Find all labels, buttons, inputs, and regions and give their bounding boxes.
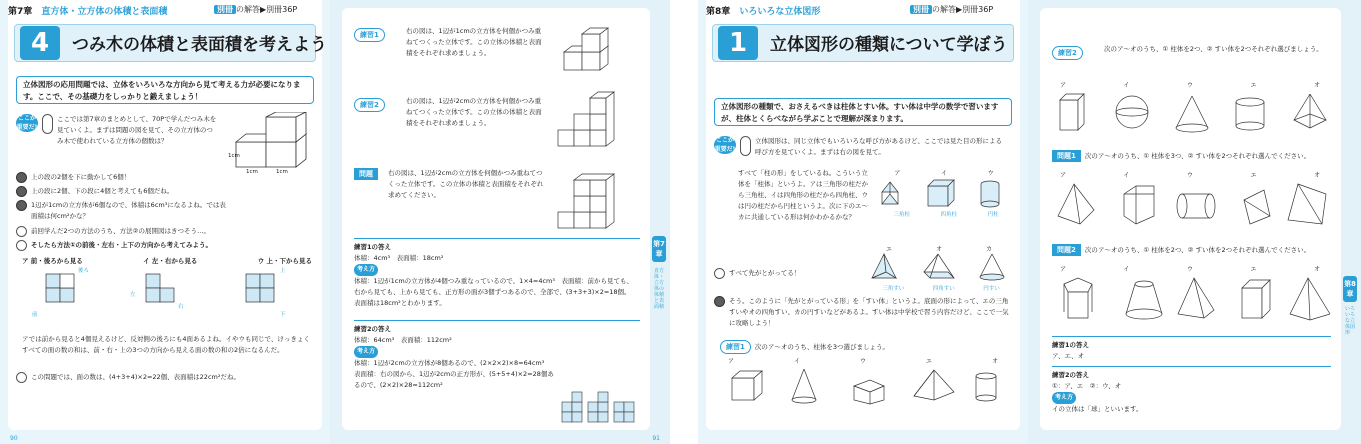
prism-label-i: イ [940,170,947,177]
spread-gap [670,0,698,444]
page-91 [330,0,670,444]
prism-name-cylinder: 円柱 [987,212,999,218]
drill-1-head [720,340,889,354]
final-text: この問題では、面の数は、(4+3+4)×2=22個、表面積は22cm²だね。 [31,373,240,381]
sublabel-top: 上 [280,268,286,274]
pyramid-name-square: 四角すい [932,286,955,292]
sublabel-bottom: 下 [280,312,286,318]
drill-2-figure [552,88,632,152]
sublabel-right: 右 [178,304,184,310]
intro-box: 立体図形の種類で、おさえるべきは柱体とすい体。すい体は中学の数学で習いますが、柱体とくらべながら学ぶことで理解が深まります。 [714,98,1012,126]
sublabel-left: 左 [130,292,136,298]
chapter-number: 第8章 [706,7,731,17]
lesson-title: 立体図形の種類について学ぼう [770,35,1008,55]
answers-tag: 別冊 [910,5,932,14]
chapter-number: 第7章 [8,7,33,17]
prism-names [878,210,1014,218]
divider [354,320,640,321]
problem-1-label-a: ア [1060,172,1067,179]
view-label-side: イ 左・右から見る [143,257,198,265]
prism-name-triangular: 三角柱 [893,212,910,218]
dialog-4 [16,226,316,237]
problem-2-label-a: ア [1060,266,1067,273]
view-label-front: ア 前・後ろから見る [22,257,83,265]
answer-1-heading: 練習1の答え [1052,341,1090,349]
drill-1-label-e: エ [925,358,932,365]
lead-row [714,136,1014,158]
drill-1-head [354,28,385,42]
answers-link[interactable] [910,4,993,15]
drill-1-text: 右の図は、1辺が1cmの立方体を何個かつみ重ねてつくった立体です。この立体の体積と表面積をそれぞれ求めましょう。 [406,27,542,57]
answers-tag: 別冊 [214,5,236,14]
drill-2-head [1052,46,1083,60]
problem-text: 右の図は、1辺が2cmの立方体を何個かつみ重ねてつくった立体です。この立体の体積と表面積をそれぞれ求めてください。 [388,169,544,199]
drill-2-label-o: オ [1313,82,1320,89]
answer-2-value: ①：ア、エ ②：ウ、オ [1052,382,1122,390]
answer-1-heading: 練習1の答え [354,243,392,251]
answer-1 [354,242,634,309]
answers-link-text: の解答▶別冊36P [932,5,994,14]
drill-1-text: 次のア〜オのうち、柱体を3つ選びましょう。 [754,342,890,351]
student-face-icon [714,268,725,279]
answer-2-explanation: イの立体は「球」といいます。 [1052,405,1143,413]
answer-2 [354,324,554,391]
problem-head [354,168,378,180]
lesson-title: つみ木の体積と表面積を考えよう [72,35,327,55]
dialog-text: すべて先がとがってる！ [729,269,801,277]
drill-1-label-u: ウ [859,358,866,365]
divider [1052,336,1331,337]
lead-text: 立体図形は、同じ立体でもいろいろな呼び方があるけど、ここでは見た目の形による呼び方を見ていくよ。まずは右の図を見て。 [755,137,1002,156]
drill-2-badge: 練習2 [1052,46,1083,60]
dialog-text: 上の段に2個、下の段に4個と考えても6個だね。 [31,187,174,195]
drill-1-labels [728,356,998,365]
problem-1-labels [1060,170,1320,179]
problem-2-shapes [1054,274,1330,324]
pyramid-names [868,284,1014,292]
problem-1-badge: 問題1 [1052,150,1081,162]
page-90 [0,0,330,444]
dialog-text: 前回学んだ2つの方法のうち、方法②の展開図はきつそう…。 [31,227,210,235]
problem-2-label-o: オ [1313,266,1320,273]
answer-2-heading: 練習2の答え [354,325,392,333]
cube-label-2: 1cm [246,169,258,174]
summary-text: アでは前から見ると4個見えるけど、反対側の後ろにも4面あるよね。イやウも同じで、けっきょくすべての面の数の和は、前・右・上の3つの方向から見える面の数の和の2倍になるんだ。 [22,335,310,354]
cube-label-1: 1cm [228,153,240,159]
answer-1-value: ア、エ、オ [1052,352,1085,360]
teacher-avatar-icon [740,136,751,156]
answer-2-value: 体積：64cm³ 表面積：112cm² [354,336,452,344]
prism-label-a: ア [894,170,901,177]
problem-1-head [1052,150,1310,162]
dialog-3 [16,200,316,222]
dialog-2 [714,296,1014,329]
important-callout: ここが重要だ! [714,137,736,153]
teacher-avatar-icon [42,114,53,134]
drill-2-shapes [1054,90,1330,134]
problem-2-label-e: エ [1250,266,1257,273]
drill-1-label-o: オ [991,358,998,365]
problem-1-label-i: イ [1123,172,1130,179]
pyramid-label-e: エ [885,246,892,253]
cube-label-3: 1cm [276,169,288,174]
prisms-figure [878,176,1014,210]
problem-1-label-e: エ [1250,172,1257,179]
pyramid-label-o: オ [935,246,942,253]
think-callout: 考え方 [1052,392,1076,404]
problem-badge: 問題 [354,168,378,180]
drill-1-label-a: ア [728,358,735,365]
page-chapter-8-right [1028,0,1361,444]
drill-2-text: 次のア〜オのうち、① 柱体を2つ、② すい体を2つそれぞれ選びましょう。 [1104,45,1323,53]
prism-label-u: ウ [987,170,994,177]
dialog-1 [714,268,864,279]
intro-box: 立体図形の応用問題では、立体をいろいろな方向から見て考える力が必要になります。ここで、その基礎力をしっかりと鍛えましょう！ [16,76,314,104]
think-callout: 考え方 [354,264,378,276]
problem-1-text: 次のア〜オのうち、① 柱体を3つ、② すい体を2つそれぞれ選んでください。 [1084,151,1311,160]
chapter-side-tab[interactable]: 第8章 [1343,276,1357,302]
page-number: 90 [10,435,18,442]
divider [1052,366,1331,367]
drill-2-label-u: ウ [1186,82,1193,89]
lead-row [16,114,226,147]
problem-2-label-i: イ [1123,266,1130,273]
three-views-figure [26,264,312,326]
dialog-text: そしたら方法①の前後・左右・上下の方向から考えてみよう。 [31,241,213,249]
dialog-1 [16,172,316,183]
student-face-icon [16,200,27,211]
drill-2-labels [1060,80,1320,89]
drill-1-figure [554,22,624,78]
chapter-title: 直方体・立方体の体積と表面積 [41,7,168,17]
answer-2-heading: 練習2の答え [1052,371,1090,379]
cube-stack-figure [226,112,316,174]
drill-1-label-i: イ [793,358,800,365]
problem-2-labels [1060,264,1320,273]
pyramids-figure [868,252,1014,282]
final-dialog [16,372,316,383]
answer-2-explanation: 体積：1辺が2cmの立方体が8個あるので、(2×2×2)×8=64cm³ 表面積：右の図から、1辺が2cmの正方形が、(5+5+4)×2=28個あるので、(2×2)×28=112cm² [354,359,554,389]
problem-2-badge: 問題2 [1052,244,1081,256]
chapter-side-text: いろいろな立体図形 [1345,306,1356,336]
view-label-top: ウ 上・下から見る [257,257,312,265]
lesson-number: 4 [20,26,60,60]
drill-2-head [354,98,385,112]
drill-1-shapes [724,366,1008,406]
prism-explanation: すべて「柱の形」をしているね。こういう立体を「柱体」というよ。アは三角形の柱だから三角柱、イは四角形の柱だから四角柱、ウは円の柱だから円柱というよ。次に下のエ〜カに共通している形は何かわかるかな？ [738,169,868,221]
answers-link[interactable] [214,4,297,15]
problem-2-text: 次のア〜オのうち、① 柱体を2つ、② すい体を2つそれぞれ選んでください。 [1084,245,1311,254]
student-face-icon [16,186,27,197]
student-face-icon [16,226,27,237]
drill-2-text: 右の図は、1辺が2cmの立方体を何個かつみ重ねてつくった立体です。この立体の体積と表面積をそれぞれ求めましょう。 [406,97,542,127]
problem-figure [552,162,632,234]
problem-1-label-o: オ [1313,172,1320,179]
student-face-icon [16,372,27,383]
dialog-5 [16,240,316,251]
student-face-icon [16,240,27,251]
lesson-number: 1 [718,26,758,60]
dialog-2 [16,186,316,197]
pyramid-name-cone: 円すい [983,286,1000,292]
chapter-header [8,4,167,17]
drill-1-badge: 練習1 [354,28,385,42]
dialog-text: 上の段の2個を下に動かして6個！ [31,173,131,181]
answers-link-text: の解答▶別冊36P [236,5,298,14]
prism-name-square: 四角柱 [940,212,957,218]
drill-2-badge: 練習2 [354,98,385,112]
pyramid-name-triangular: 三角すい [882,286,905,292]
dialog-text: 1辺が1cmの立方体が6個なので、体積は6cm³になるよね。では表面積は何cm²かな？ [31,201,226,220]
answer-2-figure [558,380,638,424]
page-chapter-8 [698,0,1028,444]
answer-1-explanation: 体積：1辺が1cmの立方体が4個つみ重なっているので、1×4=4cm³ 表面積：前から見ても、右から見ても、上から見ても、正方形の面が3個ずつあるので、全部で、(3+3+3)×2=18個。表面積は18cm²とわかります。 [354,277,633,307]
chapter-title: いろいろな立体図形 [739,7,821,17]
problem-1-label-u: ウ [1186,172,1193,179]
pyramid-label-ka: カ [985,246,992,253]
answer-1 [1052,340,1312,362]
think-callout: 考え方 [354,346,378,358]
drill-2-label-i: イ [1123,82,1130,89]
lead-text: ここでは第7章のまとめとして、70Pで学んだつみ木を見ていくよ。まずは問題の図を見て、その立方体のつみ木で使われている立方体の個数は？ [57,115,217,145]
chapter-side-tab[interactable]: 第7章 [652,236,666,262]
sublabel-front: 前 [32,312,38,318]
drill-1-badge: 練習1 [720,340,751,354]
important-callout: ここが重要だ! [16,115,38,131]
page-number: 91 [652,435,660,442]
problem-1-shapes [1054,180,1330,230]
problem-2-label-u: ウ [1186,266,1193,273]
divider [354,238,640,239]
sublabel-back: 後ろ [78,268,90,274]
answer-2 [1052,370,1312,415]
dialog-text: そう。このように「先がとがっている形」を「すい体」というよ。底面の形によって、エの三角すいやオの四角すい、カの円すいなどがあるよ。すい体は中学校で習う内容だけど、ここで一気に攻略しよう！ [729,297,1009,327]
student-face-icon [16,172,27,183]
answer-1-value: 体積：4cm³ 表面積：18cm² [354,254,444,262]
chapter-side-text: 直方体・立方体の体積と表面積 [654,268,665,310]
drill-2-label-a: ア [1060,82,1067,89]
student-face-icon [714,296,725,307]
chapter-header [706,4,820,17]
drill-2-label-e: エ [1250,82,1257,89]
problem-2-head [1052,244,1310,256]
